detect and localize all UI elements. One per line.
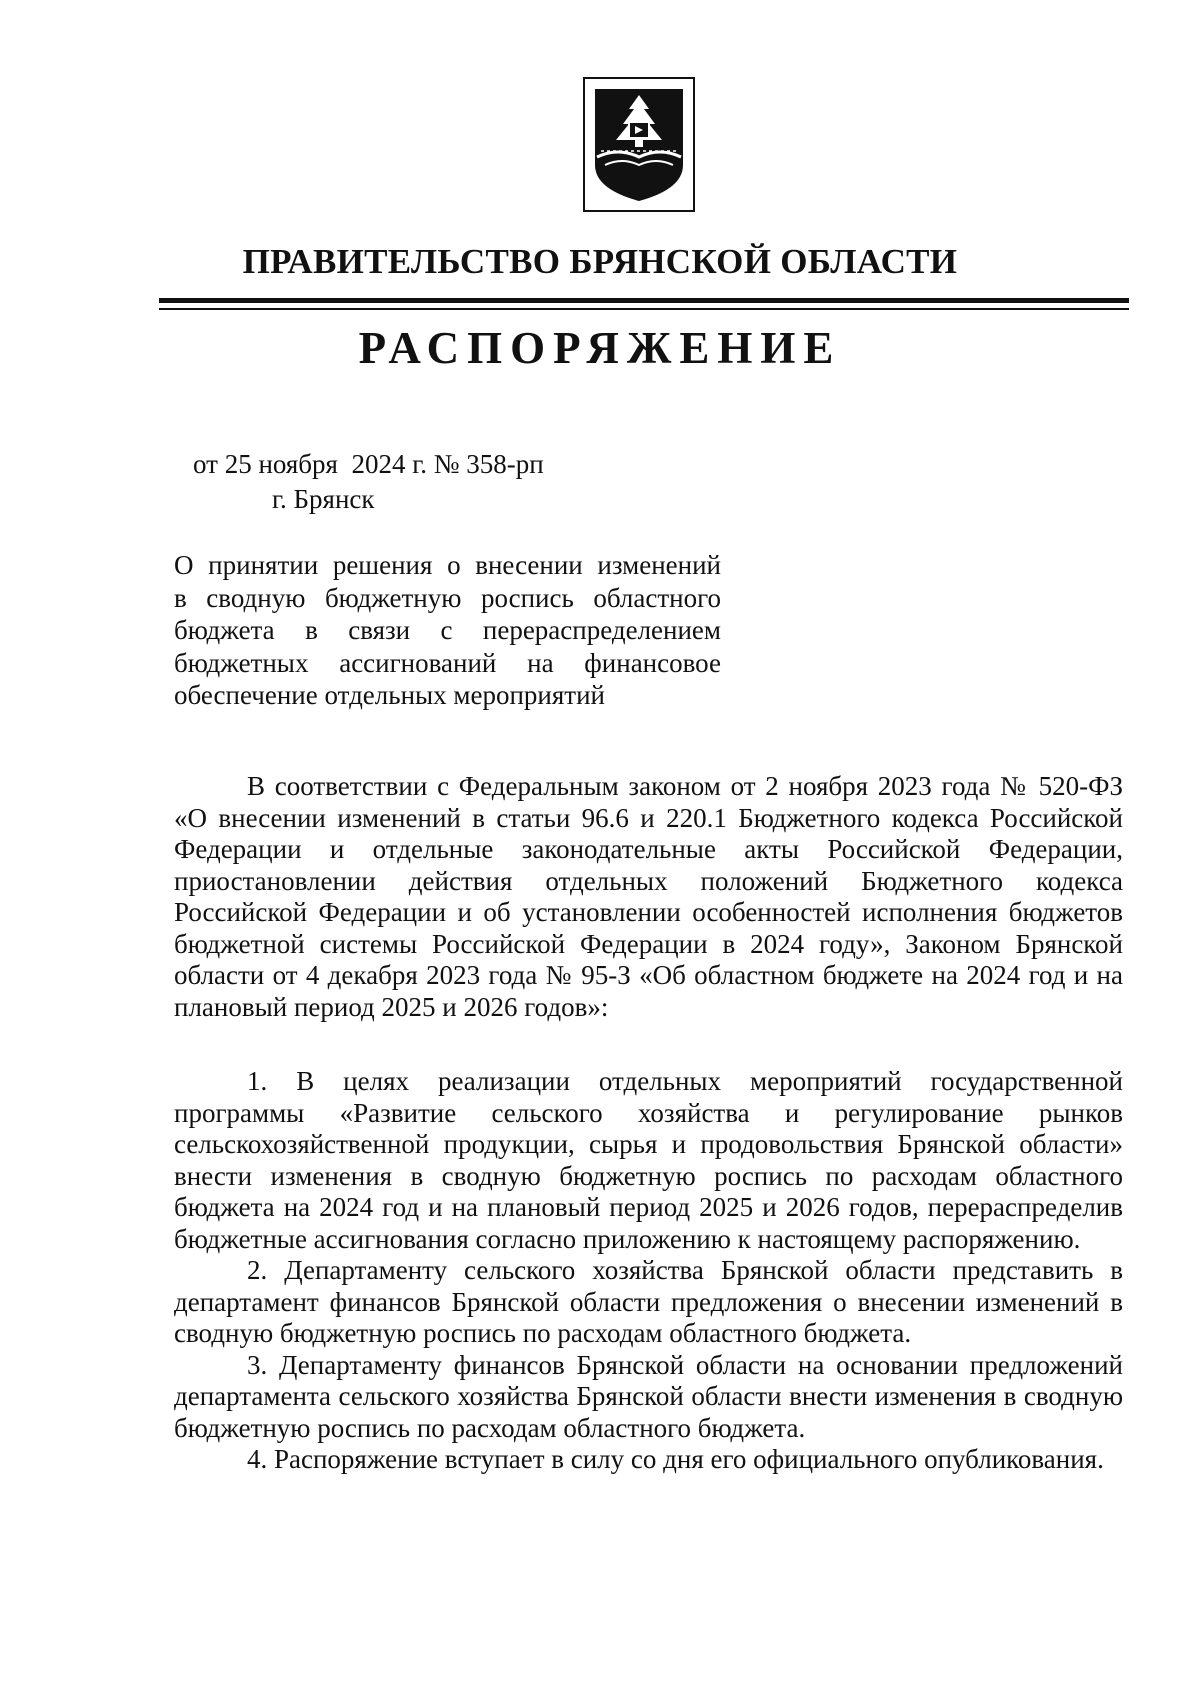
header-rule-thin [159,308,1129,310]
subject-line: бюджета в связи с перераспределением [174,615,721,645]
header-rule-thick [159,298,1129,303]
organization-title: ПРАВИТЕЛЬСТВО БРЯНСКОЙ ОБЛАСТИ [242,242,958,281]
point-3: 3. Департаменту финансов Брянской области на основании предложений департамента сельского хозяйства Брянской области внести изменения в сводную бюджетную роспись по расходам областного бюджета. [174,1349,1123,1443]
point-4: 4. Распоряжение вступает в силу со дня его официального опубликования. [247,1444,1104,1474]
document-points [174,1066,1123,1476]
point-1: 1. В целях реализации отдельных мероприятий государственной программы «Развитие сельского хозяйства и регулирование рынков сельскохозяйственной продукции, сырья и продовольствия Брянской области» внести изменения в сводную бюджетную роспись по расходам областного бюджета на 2024 год и на плановый период 2025 и 2026 годов, перераспределив бюджетные ассигнования согласно приложению к настоящему распоряжению. [174,1066,1123,1254]
coat-of-arms-icon [583,77,695,212]
document-city: г. Брянск [272,484,375,514]
document-preamble [174,771,1123,1023]
document-subject [174,549,721,712]
document-type-title: РАСПОРЯЖЕНИЕ [358,323,842,373]
point-2: 2. Департаменту сельского хозяйства Брянской области представить в департамент финансов Брянской области предложения о внесении изменений в сводную бюджетную роспись по расходам областного бюджета. [174,1255,1123,1348]
subject-line: в сводную бюджетную роспись областного [174,582,721,613]
document-date-number: от 25 ноября 2024 г. № 358-рп [193,449,544,479]
subject-line: бюджетных ассигнований на финансовое [174,647,721,678]
subject-line: обеспечение отдельных мероприятий [174,680,605,710]
subject-line: О принятии решения о внесении изменений [174,550,721,580]
preamble-paragraph: В соответствии с Федеральным законом от 2 ноября 2023 года № 520-ФЗ «О внесении изменений в статьи 96.6 и 220.1 Бюджетного кодекса Российской Федерации и отдельные законодательные акты Российской Федерации, приостановлении действия отдельных положений Бюджетного кодекса Российской Федерации и об установлении особенностей исполнения бюджетов бюджетной системы Российской Федерации в 2024 году», Законом Брянской области от 4 декабря 2023 года № 95-З «Об областном бюджете на 2024 год и на плановый период 2025 и 2026 годов»: [174,771,1123,1022]
